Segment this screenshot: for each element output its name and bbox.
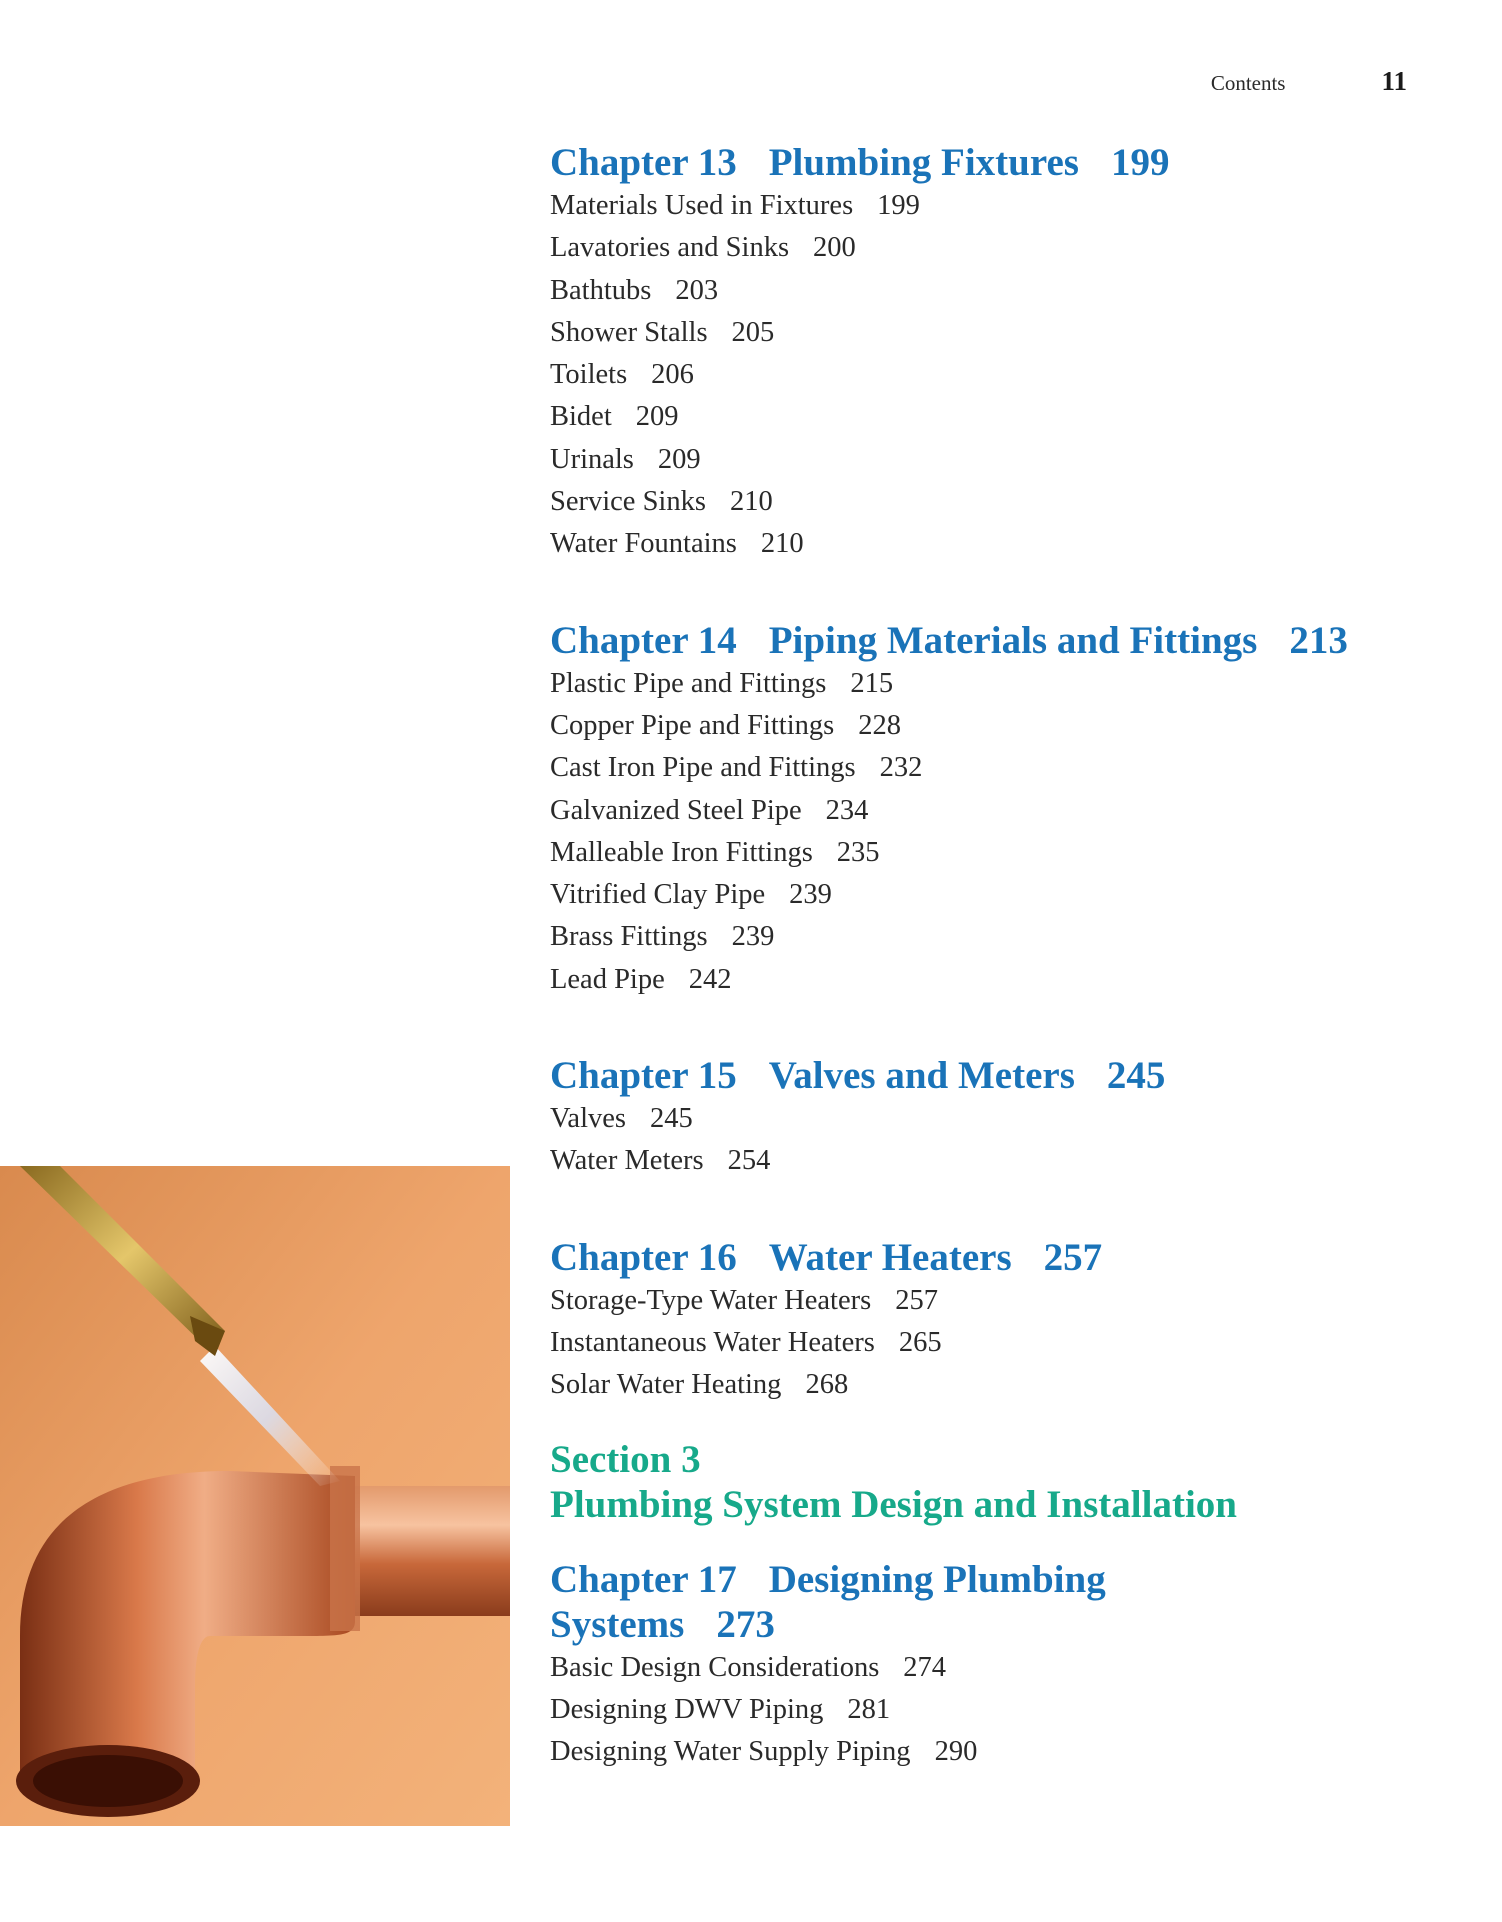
entry-title: Galvanized Steel Pipe — [550, 794, 802, 826]
entry-page: 210 — [729, 486, 773, 518]
toc-entry[interactable] — [550, 227, 1450, 269]
chapter-entries — [550, 1647, 1450, 1774]
copper-elbow-torch-photo — [0, 1166, 510, 1826]
page-number: 11 — [1381, 66, 1407, 96]
chapter-title: Designing Plumbing — [768, 1557, 1106, 1601]
toc-entry[interactable] — [550, 354, 1450, 396]
toc-entry[interactable] — [550, 916, 1450, 958]
table-of-contents — [550, 140, 1450, 1773]
entry-page: 281 — [847, 1693, 891, 1725]
entry-title: Shower Stalls — [550, 316, 708, 348]
chapter-title: Plumbing Fixtures — [768, 141, 1079, 184]
entry-title: Instantaneous Water Heaters — [550, 1326, 875, 1358]
entry-page: 209 — [635, 401, 679, 433]
entry-title: Water Meters — [550, 1145, 704, 1177]
entry-title: Materials Used in Fixtures — [550, 190, 854, 221]
section-title: Plumbing System Design and Installation — [550, 1482, 1237, 1526]
chapter-page: 199 — [1110, 141, 1170, 184]
toc-entry[interactable] — [550, 832, 1450, 874]
entry-title: Plastic Pipe and Fittings — [550, 667, 827, 699]
entry-page: 203 — [675, 274, 719, 306]
entry-title: Brass Fittings — [550, 921, 708, 953]
chapter-block — [550, 140, 1450, 566]
chapter-title: Valves and Meters — [768, 1054, 1075, 1098]
toc-entry[interactable] — [550, 396, 1450, 438]
toc-entry[interactable] — [550, 270, 1450, 312]
entry-page: 200 — [813, 232, 856, 264]
entry-title: Solar Water Heating — [550, 1369, 782, 1401]
entry-page: 234 — [825, 794, 869, 826]
chapter-17 — [550, 1557, 1450, 1774]
section-heading — [550, 1437, 1450, 1527]
entry-page: 228 — [858, 709, 901, 741]
entry-title: Basic Design Considerations — [550, 1651, 880, 1683]
entry-page: 235 — [836, 836, 880, 868]
entry-title: Lavatories and Sinks — [550, 232, 790, 264]
chapter-heading[interactable] — [550, 140, 1450, 185]
entry-title: Designing DWV Piping — [550, 1693, 824, 1725]
section-label: Section 3 — [550, 1437, 701, 1481]
chapter-label: Chapter 13 — [550, 141, 737, 184]
entry-title: Bidet — [550, 401, 612, 433]
entry-page: 232 — [879, 752, 923, 784]
toc-entry[interactable] — [550, 312, 1450, 354]
entry-page: 199 — [877, 190, 920, 221]
entry-page: 239 — [789, 879, 832, 911]
chapter-title: Piping Materials and Fittings — [768, 618, 1258, 662]
chapter-label: Chapter 14 — [550, 618, 737, 662]
entry-page: 254 — [727, 1145, 771, 1177]
toc-entry[interactable] — [550, 959, 1450, 1001]
entry-page: 265 — [898, 1326, 942, 1358]
chapter-list — [550, 140, 1450, 1407]
entry-page: 205 — [731, 316, 775, 348]
toc-entry[interactable] — [550, 790, 1450, 832]
chapter-heading[interactable] — [550, 1053, 1450, 1098]
toc-entry[interactable] — [550, 481, 1450, 523]
entry-page: 245 — [649, 1103, 693, 1135]
chapter-label: Chapter 15 — [550, 1054, 737, 1098]
entry-page: 206 — [651, 359, 694, 391]
entry-title: Copper Pipe and Fittings — [550, 709, 835, 741]
chapter-heading[interactable] — [550, 1235, 1450, 1280]
entry-title: Cast Iron Pipe and Fittings — [550, 752, 856, 784]
chapter-entries — [550, 1098, 1450, 1183]
entry-title: Bathtubs — [550, 274, 652, 306]
entry-page: 210 — [760, 528, 804, 560]
entry-title: Water Fountains — [550, 528, 737, 560]
toc-entry[interactable] — [550, 1689, 1450, 1731]
entry-page: 257 — [895, 1284, 938, 1316]
entry-title: Storage-Type Water Heaters — [550, 1284, 872, 1316]
toc-entry[interactable] — [550, 747, 1450, 789]
chapter-block — [550, 618, 1450, 1001]
toc-entry[interactable] — [550, 1140, 1450, 1182]
entry-title: Toilets — [550, 359, 628, 391]
toc-entry[interactable] — [550, 705, 1450, 747]
chapter-heading[interactable] — [550, 1557, 1450, 1647]
toc-entry[interactable] — [550, 439, 1450, 481]
running-head-label: Contents — [1210, 71, 1286, 95]
chapter-page: 245 — [1106, 1054, 1166, 1098]
entry-title: Designing Water Supply Piping — [550, 1736, 911, 1768]
chapter-block — [550, 1235, 1450, 1407]
chapter-title-cont: Systems — [550, 1602, 685, 1646]
toc-entry[interactable] — [550, 1647, 1450, 1689]
entry-page: 215 — [850, 667, 894, 699]
entry-title: Valves — [550, 1103, 626, 1135]
toc-entry[interactable] — [550, 1098, 1450, 1140]
entry-page: 268 — [805, 1369, 849, 1401]
chapter-heading[interactable] — [550, 618, 1450, 663]
toc-entry[interactable] — [550, 523, 1450, 565]
toc-entry[interactable] — [550, 874, 1450, 916]
chapter-page: 213 — [1289, 618, 1348, 662]
entry-page: 242 — [688, 963, 732, 995]
running-head — [1211, 66, 1407, 97]
entry-title: Vitrified Clay Pipe — [550, 879, 766, 911]
toc-entry[interactable] — [550, 1280, 1450, 1322]
entry-page: 239 — [731, 921, 775, 953]
chapter-entries — [550, 1280, 1450, 1407]
entry-title: Urinals — [550, 443, 634, 475]
entry-title: Service Sinks — [550, 486, 706, 518]
chapter-label: Chapter 17 — [550, 1557, 737, 1601]
entry-page: 274 — [903, 1651, 947, 1683]
toc-entry[interactable] — [550, 1322, 1450, 1364]
chapter-title: Water Heaters — [768, 1235, 1012, 1279]
chapter-label: Chapter 16 — [550, 1235, 737, 1279]
toc-entry[interactable] — [550, 663, 1450, 705]
chapter-page: 273 — [716, 1602, 775, 1646]
toc-entry[interactable] — [550, 1731, 1450, 1773]
entry-title: Lead Pipe — [550, 963, 665, 995]
chapter-entries — [550, 185, 1450, 566]
chapter-block — [550, 1053, 1450, 1183]
entry-page: 290 — [934, 1736, 978, 1768]
toc-entry[interactable] — [550, 185, 1450, 227]
toc-entry[interactable] — [550, 1364, 1450, 1406]
entry-title: Malleable Iron Fittings — [550, 836, 813, 868]
entry-page: 209 — [657, 443, 701, 475]
chapter-page: 257 — [1043, 1235, 1103, 1279]
chapter-entries — [550, 663, 1450, 1001]
